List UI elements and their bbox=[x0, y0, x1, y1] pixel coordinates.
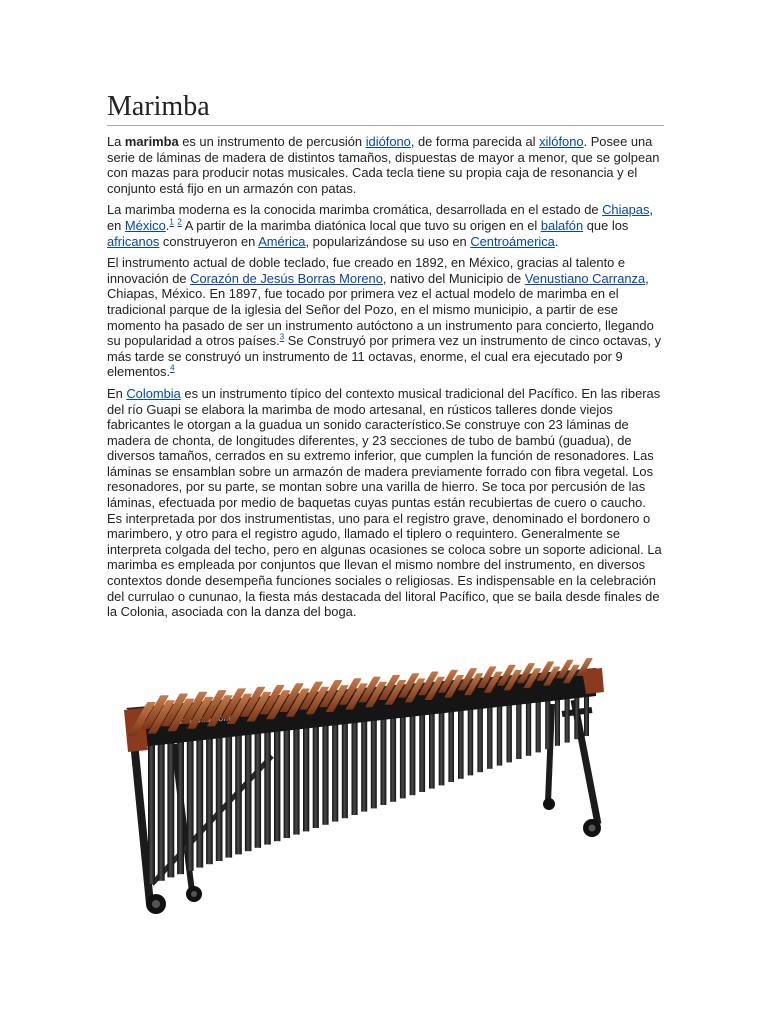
resonator-tube bbox=[235, 726, 242, 854]
text: A partir de la marimba diatónica local que tuvo su origen en el bbox=[181, 217, 541, 233]
resonator-tube bbox=[148, 734, 155, 884]
text: , nativo del Municipio de bbox=[382, 270, 525, 286]
text: construyeron en bbox=[159, 233, 259, 249]
resonator-tube bbox=[216, 728, 223, 861]
link-venustiano-carranza[interactable]: Venustiano Carranza bbox=[524, 270, 646, 286]
resonator-tube bbox=[371, 715, 377, 809]
text: , en bbox=[107, 202, 654, 233]
text: La marimba moderna es la conocida marimba cromática, desarrollada en el estado de bbox=[107, 202, 603, 218]
text: es un instrumento típico del contexto musical tradicional del Pacífico. En las riberas del río Guapi se elabora la marimba de modo artesanal, en rústicos talleres donde viejos fabricantes le otorgan a la guadua un sonido característico.Se construye con 23 láminas de madera de chonta, de longitudes diferentes, y 23 secciones de tubo de bambú (guadua), de diversos tamaños, cerrados en su extremo inferior, que cumplen la función de resonadores. Las láminas se ensamblan sobre un armazón de madera previamente forrado con fibra vegetal. Los resonadores, por su parte, se montan sobre una varilla de hierro. Se toca por percusión de las láminas, efectuada por medio de baquetas cuyas puntas están recubiertas de cuero o caucho. Es interpretada por dos instrumentistas, uno para el registro grave, denominado el bordonero o marimbero, y otro para el registro agudo, llamado el tiplero o requintero. Generalmente se interpreta colgada del techo, pero en algunas ocasiones se coloca sobre un soporte adicional. La marimba es empleada por conjuntos que llevan el mismo nombre del instrumento, en diversos contextos donde desempeña funciones sociales o religiosas. Es indispensable en la celebración del currulao o cununao, la fiesta más destacada del litoral Pacífico, que se baila desde finales de la Colonia, asociada con la danza del boga. bbox=[107, 385, 662, 620]
resonator-tube bbox=[468, 706, 474, 775]
resonator-tube bbox=[313, 720, 319, 828]
link-corazon-borras-moreno[interactable]: Corazón de Jesús Borras Moreno bbox=[190, 270, 383, 286]
citation-2[interactable]: 2 bbox=[177, 217, 182, 227]
citation-3[interactable]: 3 bbox=[279, 332, 285, 342]
resonator-tube bbox=[439, 709, 445, 786]
resonator-tube bbox=[574, 697, 579, 739]
resonator-tube bbox=[293, 721, 299, 834]
resonator-tube bbox=[487, 704, 492, 768]
text: . bbox=[165, 217, 170, 233]
paragraph-intro bbox=[107, 134, 664, 196]
resonator-tube bbox=[226, 727, 233, 857]
resonator-tube bbox=[400, 712, 406, 798]
resonator-tube bbox=[458, 707, 464, 779]
text: es un instrumento de percusión bbox=[178, 134, 366, 149]
text: Se Construyó por primera vez un instrumento de cinco octavas, y más tarde se construyó un instrumento de 11 octavas, enorme, el cual era ejecutado por 9 elementos. bbox=[107, 333, 662, 380]
resonator-tube bbox=[477, 705, 483, 772]
citation-1[interactable]: 1 bbox=[169, 217, 174, 227]
resonator-tube bbox=[410, 711, 416, 795]
resonator-tube bbox=[516, 702, 521, 759]
link-mexico[interactable]: México bbox=[124, 217, 166, 233]
citation-4[interactable]: 4 bbox=[170, 364, 175, 374]
bold-term: marimba bbox=[124, 134, 179, 149]
link-america[interactable]: América bbox=[258, 233, 306, 249]
text: La bbox=[107, 134, 125, 149]
resonator-tube bbox=[526, 701, 531, 756]
resonator-tube bbox=[245, 726, 252, 852]
resonator-tube bbox=[352, 716, 358, 815]
resonator-tube bbox=[507, 703, 512, 763]
link-xilofono[interactable]: xilófono bbox=[539, 134, 584, 149]
resonator-tube bbox=[361, 715, 367, 811]
resonator-tube bbox=[322, 719, 328, 825]
marimba-image bbox=[112, 652, 608, 924]
link-colombia[interactable]: Colombia bbox=[126, 385, 181, 401]
marimba-illustration bbox=[112, 652, 608, 924]
text: , de forma parecida al bbox=[410, 134, 540, 149]
resonator-tube bbox=[584, 696, 589, 736]
resonator-tube bbox=[255, 725, 262, 848]
resonator-tube bbox=[167, 732, 174, 877]
link-centroamerica[interactable]: Centroámerica bbox=[470, 233, 555, 249]
resonator-tube bbox=[158, 733, 165, 881]
resonator-tube bbox=[545, 699, 550, 749]
resonator-tube bbox=[419, 710, 425, 792]
text: , Chiapas, México. En 1897, fue tocado por primera vez el actual modelo de marimba en el tradicional parque de la iglesia del Señor del Pozo, en el mismo municipio, a partir de ese momento ha pasado de ser un instrumento autóctono a un instrumento para concierto, llegando su popularidad a otros países. bbox=[107, 270, 654, 349]
resonator-tube bbox=[555, 699, 560, 746]
resonator-tube bbox=[565, 698, 570, 743]
text: . bbox=[554, 233, 559, 249]
resonator-tube bbox=[196, 730, 203, 868]
link-balafon[interactable]: balafón bbox=[540, 217, 584, 233]
link-africanos[interactable]: africanos bbox=[107, 233, 160, 249]
link-chiapas[interactable]: Chiapas bbox=[602, 202, 650, 218]
resonator-tube bbox=[381, 714, 387, 805]
resonator-tube bbox=[187, 731, 194, 871]
resonator-tube bbox=[497, 704, 502, 766]
page-title: Marimba bbox=[107, 90, 664, 126]
resonator-tube bbox=[342, 717, 348, 818]
paragraph-colombia bbox=[107, 386, 664, 620]
article bbox=[107, 90, 664, 620]
text: . Posee una serie de láminas de madera de distintos tamaños, dispuestas de mayor a menor, que se golpean con mazas para producir notas musicales. Cada tecla tiene su propia caja de resonancia y el conjunto está fijo en un armazón con patas. bbox=[107, 134, 660, 196]
resonator-tube bbox=[390, 713, 396, 802]
resonator-tube bbox=[429, 710, 435, 789]
paragraph-modern bbox=[107, 202, 664, 249]
resonator-tube bbox=[284, 722, 290, 838]
resonator-tube bbox=[264, 724, 271, 845]
resonator-tube bbox=[332, 718, 338, 822]
resonator-tube bbox=[274, 723, 280, 841]
text: El instrumento actual de doble teclado, fue creado en 1892, en México, gracias al talento e innovación de bbox=[107, 255, 626, 286]
resonator-tube bbox=[177, 732, 184, 875]
text: En bbox=[107, 385, 127, 401]
resonator-tube bbox=[206, 729, 213, 864]
link-idiofono[interactable]: idiófono bbox=[365, 134, 411, 149]
resonator-tube bbox=[448, 708, 454, 782]
text: que los bbox=[583, 217, 629, 233]
resonator-tube bbox=[536, 700, 541, 752]
paragraph-history bbox=[107, 255, 664, 380]
resonator-tube bbox=[303, 721, 309, 832]
text: , popularizándose su uso en bbox=[305, 233, 471, 249]
